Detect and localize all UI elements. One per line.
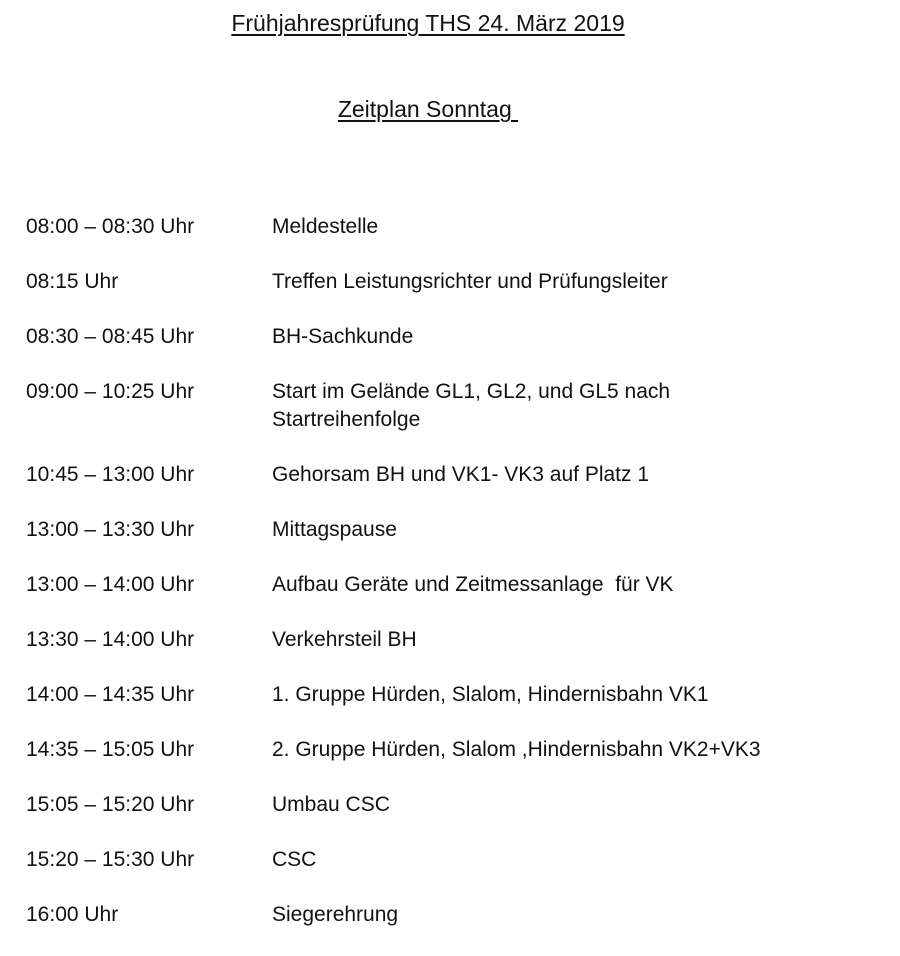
schedule-time: 08:15 Uhr bbox=[26, 270, 119, 293]
schedule-time: 13:30 – 14:00 Uhr bbox=[26, 628, 195, 651]
schedule-time: 08:00 – 08:30 Uhr bbox=[26, 215, 195, 238]
schedule-event: Verkehrsteil BH bbox=[272, 628, 417, 651]
schedule-event: Gehorsam BH und VK1- VK3 auf Platz 1 bbox=[272, 463, 650, 486]
schedule-row bbox=[26, 681, 886, 709]
page-title bbox=[0, 9, 856, 37]
schedule-time: 10:45 – 13:00 Uhr bbox=[26, 463, 195, 486]
schedule-time: 16:00 Uhr bbox=[26, 903, 119, 926]
schedule-row bbox=[26, 571, 886, 599]
schedule-event: 2. Gruppe Hürden, Slalom ,Hindernisbahn VK2+VK3 bbox=[272, 738, 761, 761]
schedule-list bbox=[26, 213, 886, 956]
schedule-event: CSC bbox=[272, 848, 317, 871]
schedule-time: 14:00 – 14:35 Uhr bbox=[26, 683, 195, 706]
schedule-row bbox=[26, 461, 886, 489]
schedule-event: 1. Gruppe Hürden, Slalom, Hindernisbahn VK1 bbox=[272, 683, 709, 706]
schedule-row bbox=[26, 901, 886, 929]
schedule-row bbox=[26, 268, 886, 296]
schedule-time: 09:00 – 10:25 Uhr bbox=[26, 380, 195, 403]
schedule-event: Start im Gelände GL1, GL2, und GL5 nach Startreihenfolge bbox=[272, 380, 671, 431]
schedule-row bbox=[26, 516, 886, 544]
schedule-event: Meldestelle bbox=[272, 215, 379, 238]
schedule-event: Treffen Leistungsrichter und Prüfungsleiter bbox=[272, 270, 668, 293]
schedule-row bbox=[26, 378, 886, 434]
schedule-time: 13:00 – 13:30 Uhr bbox=[26, 518, 195, 541]
page-title-text: Frühjahresprüfung THS 24. März 2019 bbox=[231, 10, 625, 36]
schedule-event: Siegerehrung bbox=[272, 903, 399, 926]
page-subtitle bbox=[0, 95, 856, 123]
schedule-time: 15:20 – 15:30 Uhr bbox=[26, 848, 195, 871]
schedule-event: Aufbau Geräte und Zeitmessanlage für VK bbox=[272, 573, 674, 596]
schedule-event: BH-Sachkunde bbox=[272, 325, 414, 348]
schedule-event: Mittagspause bbox=[272, 518, 397, 541]
schedule-event: Umbau CSC bbox=[272, 793, 390, 816]
schedule-row bbox=[26, 846, 886, 874]
schedule-time: 14:35 – 15:05 Uhr bbox=[26, 738, 195, 761]
schedule-time: 13:00 – 14:00 Uhr bbox=[26, 573, 195, 596]
schedule-row bbox=[26, 626, 886, 654]
schedule-row bbox=[26, 791, 886, 819]
schedule-time: 15:05 – 15:20 Uhr bbox=[26, 793, 195, 816]
schedule-row bbox=[26, 323, 886, 351]
schedule-row bbox=[26, 213, 886, 241]
schedule-time: 08:30 – 08:45 Uhr bbox=[26, 325, 195, 348]
schedule-row bbox=[26, 736, 886, 764]
page-subtitle-text: Zeitplan Sonntag bbox=[337, 96, 519, 122]
